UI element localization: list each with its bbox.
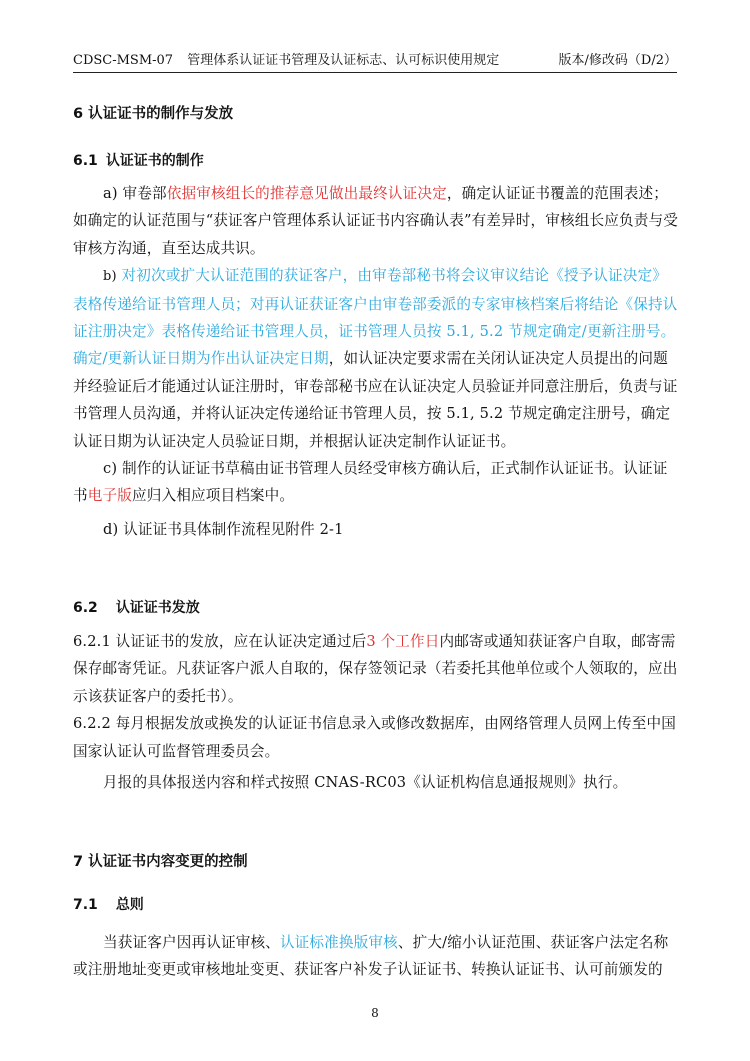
p71-text-1: 当获证客户因再认证审核、 [103,934,280,951]
p71-highlight-blue: 认证标准换版审核 [279,934,398,951]
paragraph-6-2-2: 6.2.2 每月根据发放或换发的认证证书信息录入或修改数据库，由网络管理人员网上传至中国国家认证认可监督管理委员会。 [73,715,676,760]
p621-text-2: 内邮寄或通知获证客户自取，邮寄需保存邮寄凭证。凡获证客户派人自取的，保存签领记录（若委托其他单位或个人领取的，应出示该获证客户的委托书）。 [73,633,678,705]
p71-text-2: 、扩大/缩小认证范围、获证客户法定名称或注册地址变更或审核地址变更、获证客户补发子认证证书、转换认证证书、认可前颁发的 [73,934,669,979]
item-b-text: ，如认证决定要求需在关闭认证决定人员提出的问题并经验证后才能通过认证注册时，审卷部秘书应在认证决定人员验证并同意注册后，负责与证书管理人员沟通，并将认证决定传递给证书管理人员，按 5.1, 5.2 节规定确定注册号，确定认证日期为认证决定人员验证日期，并根据认证决定制作认证证书。 [73,350,678,450]
section-number: 6.2 [73,600,98,616]
version-label: 版本/修改码（D/2） [558,53,677,68]
section-6-1-body [73,180,679,543]
paragraph-7-1 [73,929,679,984]
section-title: 总则 [115,897,144,913]
item-d: d) 认证证书具体制作流程见附件 2-1 [103,520,344,538]
item-a-text-2: ，确定认证证书覆盖的范围表述；如确定的认证范围与“获证客户管理体系认证证书内容确认表”有差异时，审核组长应负责与受审核方沟通，直至达成共识。 [73,185,678,257]
item-c-text-1: c) 制作的认证证书草稿由证书管理人员经受审核方确认后，正式制作认证证书。认证证书 [73,460,668,505]
paragraph-monthly-report: 月报的具体报送内容和样式按照 CNAS-RC03《认证机构信息通报规则》执行。 [103,774,628,792]
item-c-text-2: 应归入相应项目档案中。 [131,487,295,505]
section-6-heading: 6 认证证书的制作与发放 [73,106,234,122]
section-7-heading: 7 认证证书内容变更的控制 [73,854,248,870]
section-6-2-heading [73,597,200,617]
section-6-1-heading [73,150,204,170]
page-number: 8 [371,1006,379,1020]
section-number: 6.1 [73,153,98,169]
item-b [73,262,679,455]
p621-text-1: 6.2.1 认证证书的发放，应在认证决定通过后 [73,633,367,650]
item-a-text-1: a) 审卷部 [103,185,167,202]
item-c [73,455,679,510]
section-number: 7.1 [73,897,98,913]
item-a [73,180,679,262]
section-title: 认证证书的制作 [105,153,204,169]
section-6-2-body [73,628,679,796]
document-code: CDSC-MSM-07 [73,53,174,68]
document-title: 管理体系认证证书管理及认证标志、认可标识使用规定 [187,53,500,68]
item-b-label: b) [103,269,117,285]
section-7-1-heading [73,894,144,914]
p621-highlight-red: 3 个工作日 [366,633,440,650]
item-b-highlight-blue: 对初次或扩大认证范围的获证客户，由审卷部秘书将会议审议结论《授予认证决定》表格传递给证书管理人员；对再认证获证客户由审卷部委派的专家审核档案后将结论《保持认证注册决定》表格传递给证书管理人员，证书管理人员按 5.1, 5.2 节规定确定/更新注册号。确定/更新认证日期为作出认证决定日期 [73,267,678,368]
header-left [73,52,499,70]
item-a-highlight-red: 依据审核组长的推荐意见做出最终认证决定 [166,185,447,202]
section-title: 认证证书发放 [115,600,200,616]
item-c-highlight-red: 电子版 [87,487,132,505]
paragraph-6-2-1 [73,628,679,710]
page-header [73,52,677,73]
section-7-1-body [73,929,679,984]
